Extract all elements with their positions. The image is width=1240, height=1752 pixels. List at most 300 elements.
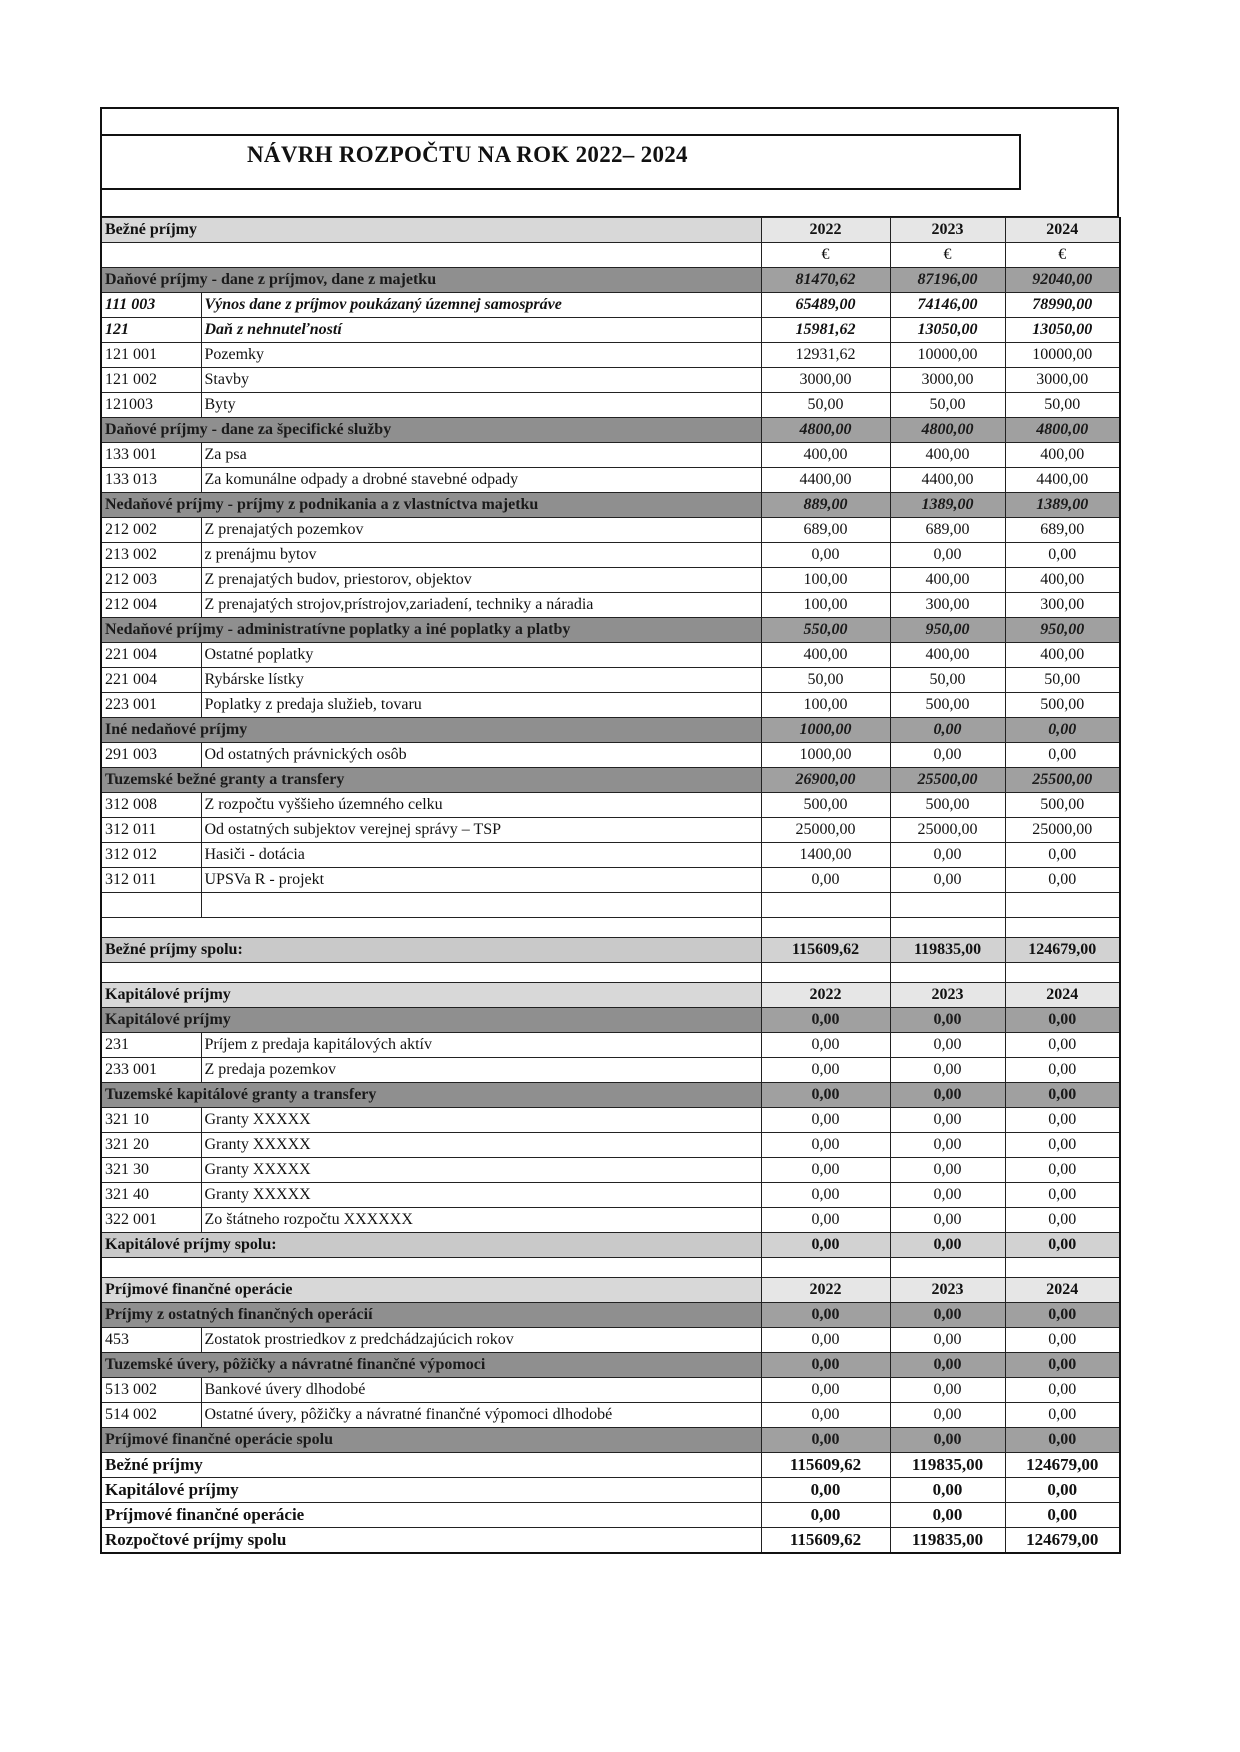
section-header-label: Príjmové finančné operácie xyxy=(101,1278,761,1303)
budget-item-label: Granty XXXXX xyxy=(201,1183,761,1208)
amount-cell: 15981,62 xyxy=(761,318,890,343)
empty-cell xyxy=(1005,963,1120,983)
amount-cell: 0,00 xyxy=(1005,1328,1120,1353)
amount-cell: 25500,00 xyxy=(890,768,1005,793)
budget-line-row xyxy=(101,368,1120,393)
amount-cell: 0,00 xyxy=(890,1303,1005,1328)
category-label: Tuzemské bežné granty a transfery xyxy=(101,768,761,793)
amount-cell: 119835,00 xyxy=(890,938,1005,963)
category-label: Kapitálové príjmy spolu: xyxy=(101,1233,761,1258)
amount-cell: 4800,00 xyxy=(1005,418,1120,443)
amount-cell: 25500,00 xyxy=(1005,768,1120,793)
budget-line-row xyxy=(101,868,1120,893)
amount-cell: 889,00 xyxy=(761,493,890,518)
year-header: 2024 xyxy=(1005,983,1120,1008)
amount-cell: 0,00 xyxy=(1005,1183,1120,1208)
amount-cell: 92040,00 xyxy=(1005,268,1120,293)
amount-cell: 4400,00 xyxy=(890,468,1005,493)
amount-cell: 0,00 xyxy=(890,1478,1005,1503)
budget-line-row xyxy=(101,1108,1120,1133)
spacer-row xyxy=(101,963,1120,983)
budget-code: 312 011 xyxy=(101,818,201,843)
summary-row xyxy=(101,1528,1120,1553)
amount-cell: 300,00 xyxy=(1005,593,1120,618)
summary-label: Rozpočtové príjmy spolu xyxy=(101,1528,761,1553)
category-label: Nedaňové príjmy - administratívne poplatky a iné poplatky a platby xyxy=(101,618,761,643)
category-row xyxy=(101,418,1120,443)
budget-item-label: Zostatok prostriedkov z predchádzajúcich rokov xyxy=(201,1328,761,1353)
amount-cell: 0,00 xyxy=(890,543,1005,568)
category-label: Tuzemské úvery, pôžičky a návratné finančné výpomoci xyxy=(101,1353,761,1378)
amount-cell: 400,00 xyxy=(890,643,1005,668)
year-header: 2022 xyxy=(761,218,890,243)
budget-code: 312 012 xyxy=(101,843,201,868)
summary-label: Príjmové finančné operácie xyxy=(101,1503,761,1528)
budget-item-label: Z predaja pozemkov xyxy=(201,1058,761,1083)
budget-line-row xyxy=(101,593,1120,618)
amount-cell: 50,00 xyxy=(890,393,1005,418)
budget-code: 221 004 xyxy=(101,668,201,693)
budget-line-row xyxy=(101,293,1120,318)
budget-item-label: Od ostatných právnických osôb xyxy=(201,743,761,768)
amount-cell: 26900,00 xyxy=(761,768,890,793)
budget-item-label: Poplatky z predaja služieb, tovaru xyxy=(201,693,761,718)
title-bar xyxy=(100,107,1119,217)
amount-cell: 0,00 xyxy=(1005,868,1120,893)
empty-cell xyxy=(1005,893,1120,918)
amount-cell: 0,00 xyxy=(890,1328,1005,1353)
amount-cell: 25000,00 xyxy=(890,818,1005,843)
amount-cell: 78990,00 xyxy=(1005,293,1120,318)
amount-cell: 0,00 xyxy=(1005,1303,1120,1328)
year-header: 2023 xyxy=(890,983,1005,1008)
amount-cell: 0,00 xyxy=(761,1503,890,1528)
year-header: 2024 xyxy=(1005,1278,1120,1303)
amount-cell: 0,00 xyxy=(890,1208,1005,1233)
budget-item-label: Za komunálne odpady a drobné stavebné odpady xyxy=(201,468,761,493)
amount-cell: 0,00 xyxy=(890,743,1005,768)
amount-cell: 0,00 xyxy=(761,1233,890,1258)
amount-cell: 115609,62 xyxy=(761,938,890,963)
category-label: Daňové príjmy - dane za špecifické služby xyxy=(101,418,761,443)
section-header-row xyxy=(101,1278,1120,1303)
empty-cell xyxy=(761,893,890,918)
summary-row xyxy=(101,1503,1120,1528)
empty-cell xyxy=(761,963,890,983)
category-label: Daňové príjmy - dane z príjmov, dane z majetku xyxy=(101,268,761,293)
amount-cell: 0,00 xyxy=(890,1353,1005,1378)
budget-code: 213 002 xyxy=(101,543,201,568)
budget-item-label: Byty xyxy=(201,393,761,418)
year-header: 2022 xyxy=(761,983,890,1008)
empty-cell xyxy=(890,963,1005,983)
amount-cell: 100,00 xyxy=(761,593,890,618)
amount-cell: 0,00 xyxy=(761,1208,890,1233)
budget-item-label: Výnos dane z príjmov poukázaný územnej samospráve xyxy=(201,293,761,318)
budget-item-label: Ostatné poplatky xyxy=(201,643,761,668)
amount-cell: 0,00 xyxy=(890,1378,1005,1403)
amount-cell: 1389,00 xyxy=(1005,493,1120,518)
amount-cell: 689,00 xyxy=(1005,518,1120,543)
amount-cell: 500,00 xyxy=(1005,793,1120,818)
budget-item-label: Príjem z predaja kapitálových aktív xyxy=(201,1033,761,1058)
budget-line-row xyxy=(101,518,1120,543)
budget-line-row xyxy=(101,818,1120,843)
amount-cell: 500,00 xyxy=(1005,693,1120,718)
summary-label: Bežné príjmy xyxy=(101,1453,761,1478)
category-row xyxy=(101,768,1120,793)
amount-cell: 50,00 xyxy=(761,393,890,418)
amount-cell: 950,00 xyxy=(890,618,1005,643)
amount-cell: 400,00 xyxy=(1005,443,1120,468)
budget-item-label: Od ostatných subjektov verejnej správy – TSP xyxy=(201,818,761,843)
budget-code: 121 001 xyxy=(101,343,201,368)
empty-cell xyxy=(890,918,1005,938)
budget-line-row xyxy=(101,1208,1120,1233)
amount-cell: 0,00 xyxy=(890,1158,1005,1183)
budget-code: 312 011 xyxy=(101,868,201,893)
budget-code: 321 10 xyxy=(101,1108,201,1133)
empty-cell xyxy=(1005,918,1120,938)
empty-cell xyxy=(201,893,761,918)
budget-item-label: Z prenajatých budov, priestorov, objektov xyxy=(201,568,761,593)
amount-cell: 950,00 xyxy=(1005,618,1120,643)
amount-cell: 87196,00 xyxy=(890,268,1005,293)
amount-cell: 50,00 xyxy=(890,668,1005,693)
budget-line-row xyxy=(101,643,1120,668)
amount-cell: 0,00 xyxy=(761,1108,890,1133)
currency-cell: € xyxy=(1005,243,1120,268)
empty-cell xyxy=(761,1258,890,1278)
amount-cell: 0,00 xyxy=(1005,843,1120,868)
budget-item-label: Stavby xyxy=(201,368,761,393)
category-label: Príjmy z ostatných finančných operácií xyxy=(101,1303,761,1328)
budget-line-row xyxy=(101,1158,1120,1183)
amount-cell: 0,00 xyxy=(890,1108,1005,1133)
amount-cell: 0,00 xyxy=(1005,1233,1120,1258)
amount-cell: 0,00 xyxy=(890,718,1005,743)
amount-cell: 0,00 xyxy=(890,1083,1005,1108)
empty-cell xyxy=(1005,1258,1120,1278)
summary-row xyxy=(101,1453,1120,1478)
budget-line-row xyxy=(101,1403,1120,1428)
section-header-row xyxy=(101,218,1120,243)
budget-item-label: Z prenajatých strojov,prístrojov,zariadení, techniky a náradia xyxy=(201,593,761,618)
budget-item-label: Z rozpočtu vyššieho územného celku xyxy=(201,793,761,818)
budget-code: 291 003 xyxy=(101,743,201,768)
amount-cell: 13050,00 xyxy=(890,318,1005,343)
currency-cell: € xyxy=(761,243,890,268)
amount-cell: 300,00 xyxy=(890,593,1005,618)
budget-table xyxy=(100,217,1121,1554)
budget-line-row xyxy=(101,793,1120,818)
amount-cell: 115609,62 xyxy=(761,1528,890,1553)
amount-cell: 0,00 xyxy=(1005,743,1120,768)
category-row xyxy=(101,1303,1120,1328)
budget-code: 514 002 xyxy=(101,1403,201,1428)
category-label: Iné nedaňové príjmy xyxy=(101,718,761,743)
amount-cell: 0,00 xyxy=(761,1428,890,1453)
amount-cell: 689,00 xyxy=(890,518,1005,543)
amount-cell: 10000,00 xyxy=(1005,343,1120,368)
budget-code: 121 xyxy=(101,318,201,343)
amount-cell: 50,00 xyxy=(761,668,890,693)
budget-line-row xyxy=(101,743,1120,768)
amount-cell: 0,00 xyxy=(1005,1403,1120,1428)
currency-cell: € xyxy=(890,243,1005,268)
amount-cell: 0,00 xyxy=(1005,718,1120,743)
empty-cell xyxy=(890,1258,1005,1278)
spacer-row xyxy=(101,1258,1120,1278)
amount-cell: 500,00 xyxy=(761,793,890,818)
empty-row xyxy=(101,893,1120,918)
budget-item-label: UPSVa R - projekt xyxy=(201,868,761,893)
amount-cell: 3000,00 xyxy=(1005,368,1120,393)
amount-cell: 0,00 xyxy=(890,1233,1005,1258)
budget-code: 212 002 xyxy=(101,518,201,543)
budget-line-row xyxy=(101,443,1120,468)
amount-cell: 119835,00 xyxy=(890,1528,1005,1553)
amount-cell: 1000,00 xyxy=(761,743,890,768)
amount-cell: 400,00 xyxy=(761,643,890,668)
amount-cell: 10000,00 xyxy=(890,343,1005,368)
total-row xyxy=(101,938,1120,963)
amount-cell: 0,00 xyxy=(1005,1058,1120,1083)
budget-sheet xyxy=(100,107,1119,1554)
section-header-label: Kapitálové príjmy xyxy=(101,983,761,1008)
amount-cell: 1400,00 xyxy=(761,843,890,868)
amount-cell: 0,00 xyxy=(1005,1353,1120,1378)
budget-line-row xyxy=(101,393,1120,418)
amount-cell: 25000,00 xyxy=(1005,818,1120,843)
budget-item-label: Daň z nehnuteľností xyxy=(201,318,761,343)
title-box xyxy=(102,134,1021,190)
amount-cell: 1000,00 xyxy=(761,718,890,743)
amount-cell: 0,00 xyxy=(890,1058,1005,1083)
budget-line-row xyxy=(101,693,1120,718)
amount-cell: 0,00 xyxy=(761,1158,890,1183)
budget-code: 133 013 xyxy=(101,468,201,493)
amount-cell: 0,00 xyxy=(761,1033,890,1058)
amount-cell: 500,00 xyxy=(890,793,1005,818)
amount-cell: 0,00 xyxy=(890,1033,1005,1058)
empty-cell xyxy=(101,963,761,983)
amount-cell: 124679,00 xyxy=(1005,1528,1120,1553)
budget-code: 453 xyxy=(101,1328,201,1353)
page-title: NÁVRH ROZPOČTU NA ROK 2022– 2024 xyxy=(247,142,688,167)
amount-cell: 689,00 xyxy=(761,518,890,543)
amount-cell: 0,00 xyxy=(1005,1033,1120,1058)
year-header: 2023 xyxy=(890,218,1005,243)
amount-cell: 12931,62 xyxy=(761,343,890,368)
year-header: 2022 xyxy=(761,1278,890,1303)
amount-cell: 0,00 xyxy=(1005,1503,1120,1528)
budget-line-row xyxy=(101,843,1120,868)
amount-cell: 124679,00 xyxy=(1005,1453,1120,1478)
category-row xyxy=(101,268,1120,293)
empty-cell xyxy=(890,893,1005,918)
amount-cell: 0,00 xyxy=(761,1083,890,1108)
amount-cell: 65489,00 xyxy=(761,293,890,318)
amount-cell: 81470,62 xyxy=(761,268,890,293)
amount-cell: 115609,62 xyxy=(761,1453,890,1478)
amount-cell: 100,00 xyxy=(761,693,890,718)
amount-cell: 0,00 xyxy=(761,1058,890,1083)
budget-item-label: Ostatné úvery, pôžičky a návratné finančné výpomoci dlhodobé xyxy=(201,1403,761,1428)
amount-cell: 4800,00 xyxy=(890,418,1005,443)
amount-cell: 4800,00 xyxy=(761,418,890,443)
amount-cell: 0,00 xyxy=(1005,1008,1120,1033)
amount-cell: 0,00 xyxy=(890,1008,1005,1033)
empty-cell xyxy=(101,918,761,938)
budget-code: 231 xyxy=(101,1033,201,1058)
budget-item-label: Z prenajatých pozemkov xyxy=(201,518,761,543)
amount-cell: 74146,00 xyxy=(890,293,1005,318)
category-label: Kapitálové príjmy xyxy=(101,1008,761,1033)
budget-line-row xyxy=(101,1033,1120,1058)
category-row xyxy=(101,718,1120,743)
amount-cell: 550,00 xyxy=(761,618,890,643)
budget-code: 221 004 xyxy=(101,643,201,668)
budget-item-label: Granty XXXXX xyxy=(201,1158,761,1183)
summary-label: Kapitálové príjmy xyxy=(101,1478,761,1503)
budget-code: 121003 xyxy=(101,393,201,418)
budget-item-label: Bankové úvery dlhodobé xyxy=(201,1378,761,1403)
amount-cell: 0,00 xyxy=(761,543,890,568)
budget-code: 321 40 xyxy=(101,1183,201,1208)
amount-cell: 4400,00 xyxy=(761,468,890,493)
budget-item-label: Granty XXXXX xyxy=(201,1133,761,1158)
budget-code: 133 001 xyxy=(101,443,201,468)
amount-cell: 0,00 xyxy=(890,1503,1005,1528)
amount-cell: 25000,00 xyxy=(761,818,890,843)
category-label: Nedaňové príjmy - príjmy z podnikania a z vlastníctva majetku xyxy=(101,493,761,518)
category-row xyxy=(101,1353,1120,1378)
amount-cell: 4400,00 xyxy=(1005,468,1120,493)
empty-cell xyxy=(101,1258,761,1278)
amount-cell: 0,00 xyxy=(1005,543,1120,568)
amount-cell: 0,00 xyxy=(761,1303,890,1328)
budget-code: 212 004 xyxy=(101,593,201,618)
budget-code: 111 003 xyxy=(101,293,201,318)
amount-cell: 400,00 xyxy=(890,568,1005,593)
category-label: Tuzemské kapitálové granty a transfery xyxy=(101,1083,761,1108)
amount-cell: 0,00 xyxy=(890,843,1005,868)
budget-line-row xyxy=(101,668,1120,693)
empty-cell xyxy=(101,893,201,918)
amount-cell: 0,00 xyxy=(761,1183,890,1208)
amount-cell: 0,00 xyxy=(761,1133,890,1158)
amount-cell: 0,00 xyxy=(761,1403,890,1428)
budget-code: 212 003 xyxy=(101,568,201,593)
budget-code: 513 002 xyxy=(101,1378,201,1403)
year-header: 2023 xyxy=(890,1278,1005,1303)
amount-cell: 50,00 xyxy=(1005,393,1120,418)
budget-code: 321 20 xyxy=(101,1133,201,1158)
amount-cell: 0,00 xyxy=(1005,1208,1120,1233)
amount-cell: 0,00 xyxy=(890,1183,1005,1208)
budget-code: 223 001 xyxy=(101,693,201,718)
budget-line-row xyxy=(101,1183,1120,1208)
budget-code: 233 001 xyxy=(101,1058,201,1083)
budget-line-row xyxy=(101,568,1120,593)
budget-line-row xyxy=(101,318,1120,343)
amount-cell: 400,00 xyxy=(761,443,890,468)
amount-cell: 400,00 xyxy=(1005,568,1120,593)
budget-code: 121 002 xyxy=(101,368,201,393)
amount-cell: 0,00 xyxy=(761,1478,890,1503)
currency-row xyxy=(101,243,1120,268)
amount-cell: 0,00 xyxy=(1005,1158,1120,1183)
spacer-row xyxy=(101,918,1120,938)
budget-item-label: Hasiči - dotácia xyxy=(201,843,761,868)
amount-cell: 0,00 xyxy=(890,1133,1005,1158)
section-header-row xyxy=(101,983,1120,1008)
amount-cell: 0,00 xyxy=(890,868,1005,893)
budget-item-label: Granty XXXXX xyxy=(201,1108,761,1133)
amount-cell: 0,00 xyxy=(761,868,890,893)
amount-cell: 400,00 xyxy=(1005,643,1120,668)
amount-cell: 50,00 xyxy=(1005,668,1120,693)
amount-cell: 0,00 xyxy=(761,1328,890,1353)
amount-cell: 3000,00 xyxy=(761,368,890,393)
category-label: Príjmové finančné operácie spolu xyxy=(101,1428,761,1453)
total-row xyxy=(101,1233,1120,1258)
budget-line-row xyxy=(101,1328,1120,1353)
amount-cell: 0,00 xyxy=(890,1428,1005,1453)
category-row xyxy=(101,618,1120,643)
amount-cell: 0,00 xyxy=(1005,1428,1120,1453)
empty-cell xyxy=(101,243,761,268)
category-row xyxy=(101,1428,1120,1453)
category-label: Bežné príjmy spolu: xyxy=(101,938,761,963)
amount-cell: 0,00 xyxy=(1005,1133,1120,1158)
budget-item-label: Rybárske lístky xyxy=(201,668,761,693)
summary-row xyxy=(101,1478,1120,1503)
category-row xyxy=(101,1008,1120,1033)
amount-cell: 0,00 xyxy=(890,1403,1005,1428)
amount-cell: 1389,00 xyxy=(890,493,1005,518)
budget-item-label: Zo štátneho rozpočtu XXXXXX xyxy=(201,1208,761,1233)
amount-cell: 0,00 xyxy=(761,1008,890,1033)
amount-cell: 3000,00 xyxy=(890,368,1005,393)
budget-code: 312 008 xyxy=(101,793,201,818)
amount-cell: 0,00 xyxy=(761,1353,890,1378)
amount-cell: 100,00 xyxy=(761,568,890,593)
amount-cell: 400,00 xyxy=(890,443,1005,468)
amount-cell: 0,00 xyxy=(761,1378,890,1403)
amount-cell: 13050,00 xyxy=(1005,318,1120,343)
section-header-label: Bežné príjmy xyxy=(101,218,761,243)
budget-code: 321 30 xyxy=(101,1158,201,1183)
budget-item-label: z prenájmu bytov xyxy=(201,543,761,568)
empty-cell xyxy=(761,918,890,938)
budget-item-label: Pozemky xyxy=(201,343,761,368)
category-row xyxy=(101,1083,1120,1108)
amount-cell: 124679,00 xyxy=(1005,938,1120,963)
amount-cell: 119835,00 xyxy=(890,1453,1005,1478)
budget-line-row xyxy=(101,1378,1120,1403)
budget-line-row xyxy=(101,1058,1120,1083)
budget-code: 322 001 xyxy=(101,1208,201,1233)
amount-cell: 0,00 xyxy=(1005,1083,1120,1108)
amount-cell: 500,00 xyxy=(890,693,1005,718)
year-header: 2024 xyxy=(1005,218,1120,243)
amount-cell: 0,00 xyxy=(1005,1478,1120,1503)
budget-line-row xyxy=(101,1133,1120,1158)
amount-cell: 0,00 xyxy=(1005,1378,1120,1403)
amount-cell: 0,00 xyxy=(1005,1108,1120,1133)
